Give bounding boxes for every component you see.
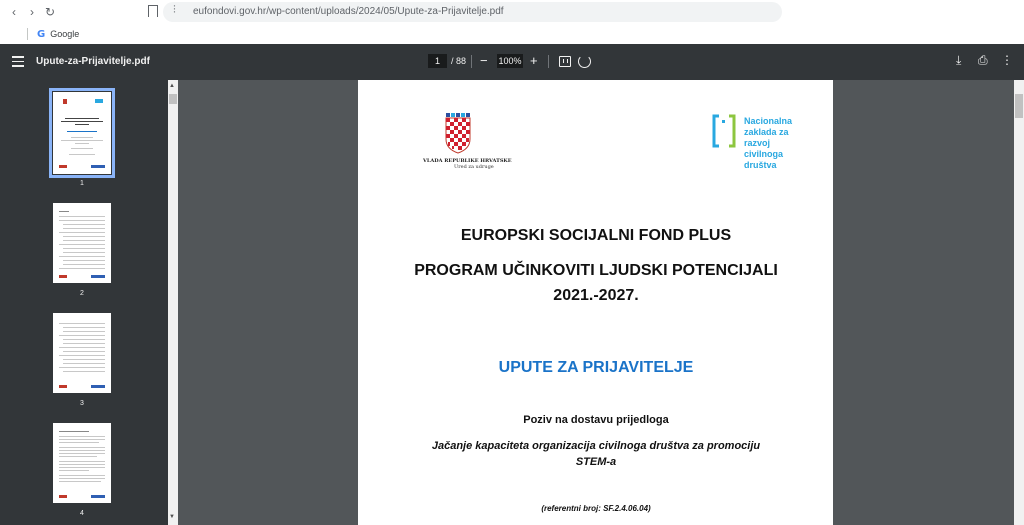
toolbar-divider [471,55,472,68]
bookmark-google[interactable] [37,27,79,41]
scroll-up-icon[interactable]: ▲ [169,83,175,89]
thumbnail-page-3[interactable] [53,313,111,393]
bookmarks-divider [27,28,28,40]
viewer-scrollbar[interactable] [1014,80,1024,525]
print-icon[interactable]: ⎙ [978,53,988,67]
thumbnail-number: 2 [80,290,84,297]
croatia-coat-of-arms-icon [445,113,471,155]
url-text[interactable]: eufondovi.gov.hr/wp-content/uploads/2024/05/Upute-za-Prijavitelje.pdf [193,6,504,17]
government-office: Ured za udruge [454,164,494,170]
bookmarks-bar [0,25,1024,43]
menu-icon[interactable] [12,56,24,66]
reload-icon[interactable]: ↻ [44,5,56,19]
thumbnail-page-4[interactable] [53,423,111,503]
nacionalna-zaklada-logo-icon [711,114,737,148]
heading-program: PROGRAM UČINKOVITI LJUDSKI POTENCIJALI [414,262,778,279]
more-options-icon[interactable]: ⋮ [1001,53,1013,67]
pdf-toolbar [0,44,1024,80]
thumbnail-number: 3 [80,400,84,407]
browser-chrome [0,0,1024,44]
call-label: Poziv na dostavu prijedloga [523,414,669,426]
thumbnail-number: 1 [80,180,84,187]
thumbnail-number: 4 [80,510,84,517]
heading-period: 2021.-2027. [553,287,639,304]
zoom-input[interactable]: 100% [498,56,522,66]
call-title-line-2: STEM-a [575,456,617,468]
scroll-down-icon[interactable]: ▼ [169,514,175,520]
bookmark-star-icon[interactable] [148,5,158,17]
forward-icon[interactable]: › [30,5,34,19]
reference-number: (referentni broj: SF.2.4.06.04) [541,504,651,513]
scrollbar-thumb[interactable] [1015,94,1023,118]
zoom-out-button[interactable]: − [480,53,488,68]
heading-guidelines: UPUTE ZA PRIJAVITELJE [498,359,694,376]
fit-to-page-icon[interactable] [559,56,571,67]
thumbnail-page-1[interactable] [53,92,111,174]
google-icon: G [37,28,46,40]
thumbnail-page-2[interactable] [53,203,111,283]
heading-fund: EUROPSKI SOCIJALNI FOND PLUS [460,227,732,244]
scrollbar-thumb[interactable] [169,94,177,104]
address-bar[interactable] [163,2,782,22]
document-title: Upute-za-Prijavitelje.pdf [36,56,150,67]
call-title-line-1: Jačanje kapaciteta organizacija civilnoga društva za promociju [431,440,761,452]
nacionalna-zaklada-name: Nacionalna zaklada za razvoj civilnoga društva [744,116,793,170]
bookmark-label: Google [50,29,80,39]
sidebar-scrollbar[interactable] [168,80,178,525]
zoom-in-button[interactable]: + [530,53,538,68]
site-info-icon[interactable]: ⫶ [173,4,176,16]
thumbnail-sidebar [0,80,168,525]
pdf-viewer [178,80,1014,525]
government-name: VLADA REPUBLIKE HRVATSKE [423,158,512,164]
download-icon[interactable]: ⤓ [956,53,962,67]
page-number-input[interactable]: 1 [428,54,447,68]
back-icon[interactable]: ‹ [12,5,16,19]
toolbar-divider [548,55,549,68]
page-total: / 88 [451,56,467,66]
rotate-icon[interactable] [578,55,591,68]
